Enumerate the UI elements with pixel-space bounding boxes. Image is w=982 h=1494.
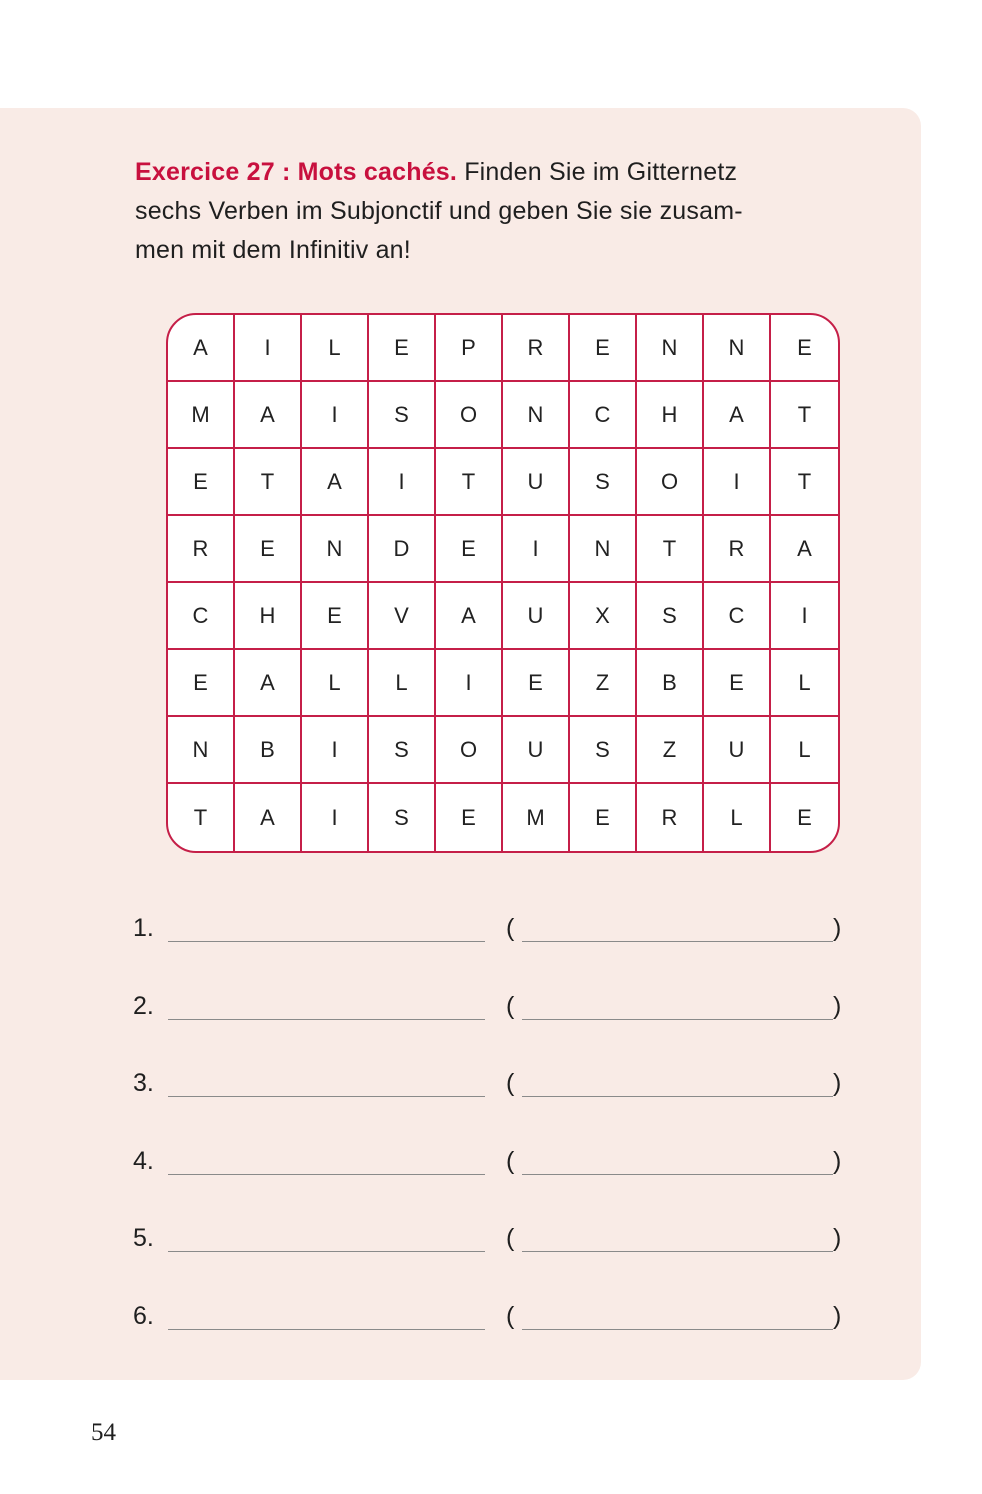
verb-answer-line[interactable] xyxy=(168,1019,485,1020)
verb-answer-line[interactable] xyxy=(168,941,485,942)
grid-cell: E xyxy=(302,583,369,650)
grid-cell: E xyxy=(369,315,436,382)
grid-cell: R xyxy=(168,516,235,583)
grid-cell: S xyxy=(369,784,436,851)
grid-cell: O xyxy=(436,382,503,449)
infinitive-answer-line[interactable] xyxy=(522,941,833,942)
close-parenthesis: ) xyxy=(833,1146,842,1175)
grid-cell: A xyxy=(436,583,503,650)
exercise-title: Exercice 27 : Mots cachés. xyxy=(135,158,458,186)
grid-cell: L xyxy=(369,650,436,717)
grid-cell: A xyxy=(168,315,235,382)
infinitive-answer-line[interactable] xyxy=(522,1019,833,1020)
grid-cell: E xyxy=(436,516,503,583)
grid-cell: E xyxy=(436,784,503,851)
open-parenthesis: ( xyxy=(506,1146,515,1175)
grid-cell: E xyxy=(168,449,235,516)
grid-cell: N xyxy=(503,382,570,449)
grid-cell: I xyxy=(503,516,570,583)
grid-cell: L xyxy=(302,315,369,382)
grid-cell: E xyxy=(235,516,302,583)
grid-cell: L xyxy=(704,784,771,851)
grid-cell: T xyxy=(436,449,503,516)
grid-cell: I xyxy=(302,382,369,449)
grid-cell: T xyxy=(771,449,838,516)
grid-cell: N xyxy=(570,516,637,583)
close-parenthesis: ) xyxy=(833,1301,842,1330)
grid-cell: O xyxy=(436,717,503,784)
grid-cell: N xyxy=(168,717,235,784)
grid-cell: S xyxy=(570,449,637,516)
grid-cell: T xyxy=(637,516,704,583)
answer-row xyxy=(133,1143,853,1221)
grid-cell: I xyxy=(436,650,503,717)
grid-cell: E xyxy=(503,650,570,717)
grid-cell: B xyxy=(637,650,704,717)
instruction-text-3: men mit dem Infinitiv an! xyxy=(135,236,411,264)
verb-answer-line[interactable] xyxy=(168,1096,485,1097)
open-parenthesis: ( xyxy=(506,1301,515,1330)
close-parenthesis: ) xyxy=(833,1224,842,1252)
grid-cell: C xyxy=(570,382,637,449)
answer-row xyxy=(133,910,853,988)
grid-cell: T xyxy=(168,784,235,851)
grid-cell: E xyxy=(570,784,637,851)
grid-cell: U xyxy=(704,717,771,784)
grid-cell: O xyxy=(637,449,704,516)
answer-number: 4. xyxy=(133,1146,154,1175)
grid-cell: A xyxy=(235,650,302,717)
open-parenthesis: ( xyxy=(506,914,515,942)
grid-cell: E xyxy=(797,804,812,830)
grid-cell: U xyxy=(503,717,570,784)
grid-cell: X xyxy=(570,583,637,650)
grid-cell: N xyxy=(637,315,704,382)
grid-cell: L xyxy=(771,650,838,717)
grid-cell: S xyxy=(369,382,436,449)
grid-cell: U xyxy=(503,449,570,516)
grid-cell: R xyxy=(704,516,771,583)
exercise-instructions xyxy=(135,153,850,270)
grid-cell: C xyxy=(704,583,771,650)
grid-cell: H xyxy=(637,382,704,449)
answer-row xyxy=(133,1220,853,1298)
grid-cell: I xyxy=(235,315,302,382)
grid-cell: T xyxy=(771,382,838,449)
grid-cell: I xyxy=(771,583,838,650)
grid-cell: A xyxy=(704,382,771,449)
answer-row xyxy=(133,988,853,1066)
infinitive-answer-line[interactable] xyxy=(522,1174,833,1175)
verb-answer-line[interactable] xyxy=(168,1251,485,1252)
infinitive-answer-line[interactable] xyxy=(522,1251,833,1252)
answer-number: 5. xyxy=(133,1224,154,1252)
grid-cell: U xyxy=(503,583,570,650)
infinitive-answer-line[interactable] xyxy=(522,1096,833,1097)
grid-cell: V xyxy=(369,583,436,650)
grid-cell: E xyxy=(570,315,637,382)
close-parenthesis: ) xyxy=(833,914,842,942)
grid-cell: D xyxy=(369,516,436,583)
grid-cell: Z xyxy=(637,717,704,784)
answer-number: 3. xyxy=(133,1069,154,1097)
grid-cell: N xyxy=(704,315,771,382)
verb-answer-line[interactable] xyxy=(168,1174,485,1175)
grid-cell: H xyxy=(235,583,302,650)
answer-row xyxy=(133,1298,853,1376)
grid-cell: R xyxy=(637,784,704,851)
grid-cell: T xyxy=(235,449,302,516)
grid-cell: N xyxy=(302,516,369,583)
close-parenthesis: ) xyxy=(833,991,842,1020)
grid-cell: E xyxy=(771,315,838,382)
infinitive-answer-line[interactable] xyxy=(522,1329,833,1330)
answer-number: 1. xyxy=(133,914,154,942)
grid-cell: E xyxy=(168,650,235,717)
grid-cell: A xyxy=(302,449,369,516)
word-search-grid xyxy=(166,313,840,853)
grid-cell: S xyxy=(637,583,704,650)
grid-cell: I xyxy=(302,784,369,851)
answer-number: 6. xyxy=(133,1301,154,1330)
grid-cell: A xyxy=(235,784,302,851)
open-parenthesis: ( xyxy=(506,1224,515,1252)
answer-list xyxy=(133,910,853,1375)
grid-cell: S xyxy=(570,717,637,784)
grid-cell: I xyxy=(302,717,369,784)
grid-cell: A xyxy=(235,382,302,449)
answer-row xyxy=(133,1065,853,1143)
grid-cell: I xyxy=(704,449,771,516)
grid-cell: I xyxy=(369,449,436,516)
answer-number: 2. xyxy=(133,991,154,1020)
open-parenthesis: ( xyxy=(506,991,515,1020)
grid-cell: M xyxy=(503,784,570,851)
grid-cell: S xyxy=(369,717,436,784)
instruction-text-2: sechs Verben im Subjonctif und geben Sie sie zusam- xyxy=(135,197,743,225)
open-parenthesis: ( xyxy=(506,1069,515,1097)
grid-cell: M xyxy=(168,382,235,449)
grid-cell: C xyxy=(168,583,235,650)
grid-cell: B xyxy=(235,717,302,784)
grid-cell: R xyxy=(503,315,570,382)
close-parenthesis: ) xyxy=(833,1069,842,1097)
page-number: 54 xyxy=(91,1419,116,1446)
verb-answer-line[interactable] xyxy=(168,1329,485,1330)
grid-cell: A xyxy=(771,516,838,583)
grid-cell: Z xyxy=(570,650,637,717)
instruction-text-1: Finden Sie im Gitternetz xyxy=(464,158,738,186)
grid-cell: E xyxy=(704,650,771,717)
grid-cell: L xyxy=(302,650,369,717)
grid-cell: L xyxy=(771,717,838,784)
grid-cell: P xyxy=(436,315,503,382)
